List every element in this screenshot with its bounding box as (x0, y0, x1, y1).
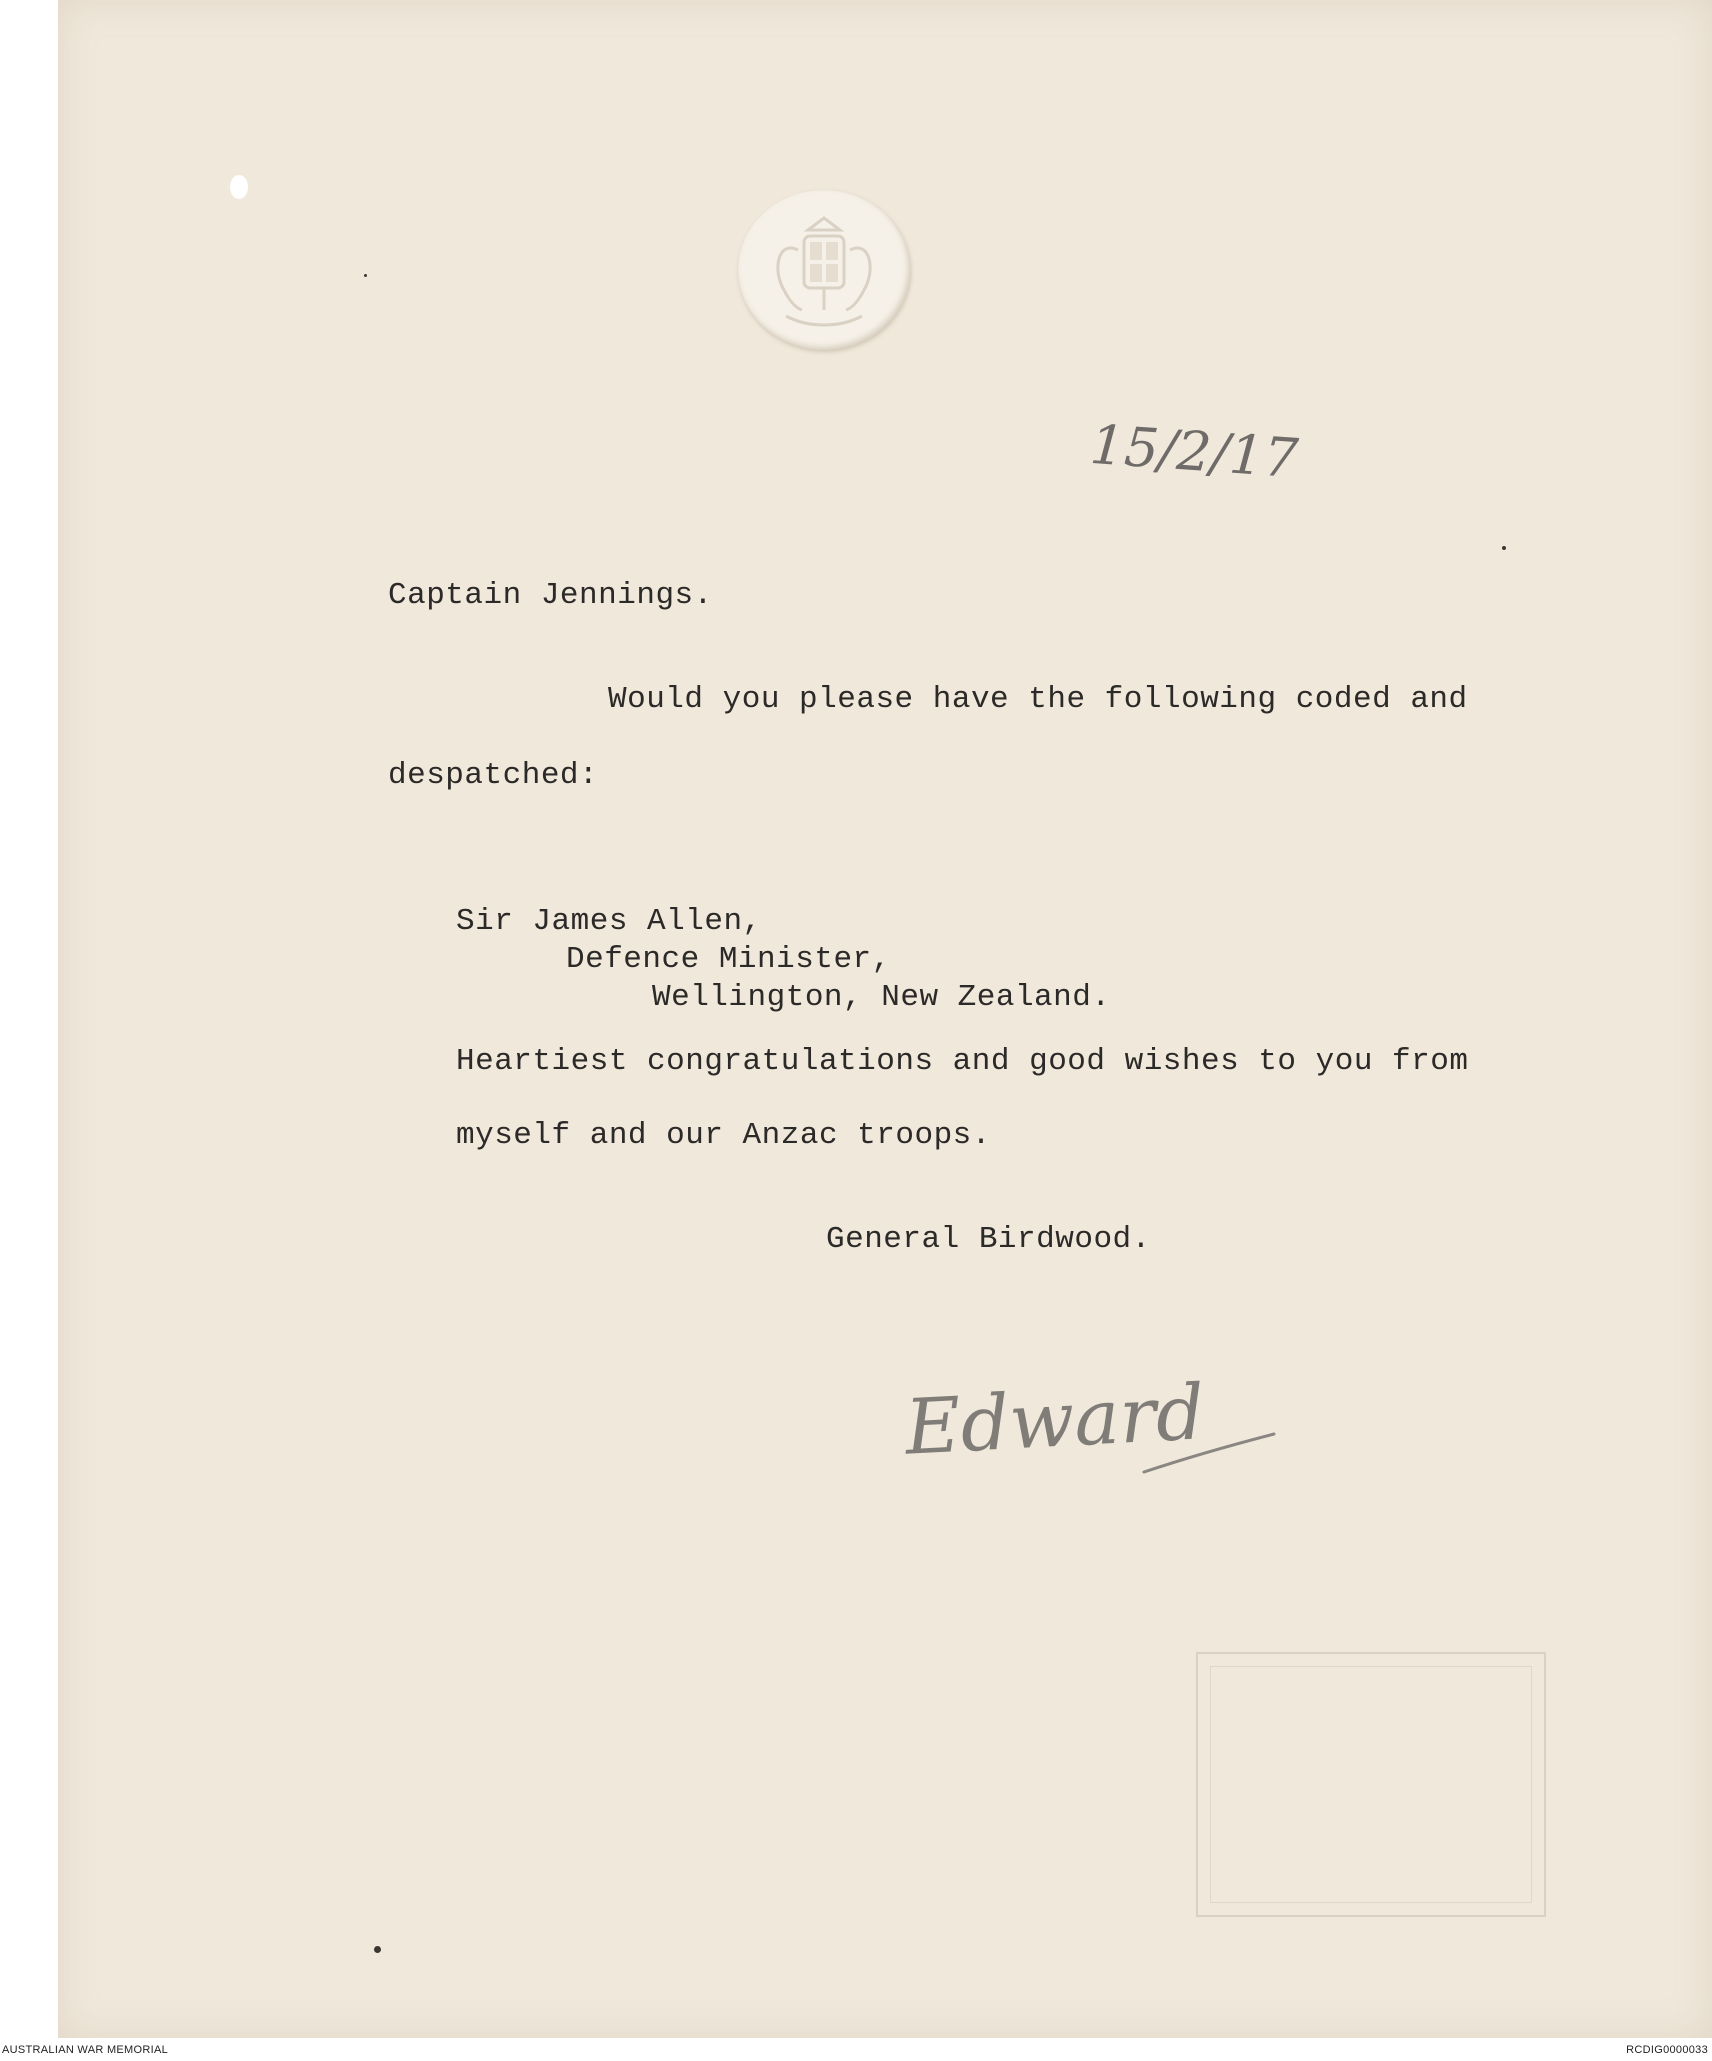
addressee-title: Defence Minister, (566, 942, 891, 977)
paper-speck (374, 1946, 381, 1953)
handwritten-date: 15/2/17 (1088, 412, 1301, 491)
message-line-1: Heartiest congratulations and good wishes to you from (456, 1044, 1469, 1079)
paper-speck (364, 274, 367, 277)
signature: Edward (902, 1367, 1207, 1472)
message-line-2: myself and our Anzac troops. (456, 1118, 991, 1153)
punch-hole (230, 175, 248, 199)
request-line-2: despatched: (388, 758, 599, 793)
royal-coat-of-arms-emboss-icon (738, 190, 910, 350)
paper-speck (1502, 546, 1506, 550)
request-line-1: Would you please have the following coded and (608, 682, 1468, 717)
footer-institution: AUSTRALIAN WAR MEMORIAL (2, 2044, 169, 2056)
footer-item-id: RCDIG0000033 (1626, 2044, 1708, 2056)
addressee-name: Sir James Allen, (456, 904, 762, 939)
faded-registry-stamp (1196, 1652, 1546, 1917)
salutation: Captain Jennings. (388, 578, 713, 613)
signature-flourish-icon (1140, 1420, 1280, 1480)
sender-name: General Birdwood. (826, 1222, 1151, 1257)
addressee-location: Wellington, New Zealand. (652, 980, 1111, 1015)
